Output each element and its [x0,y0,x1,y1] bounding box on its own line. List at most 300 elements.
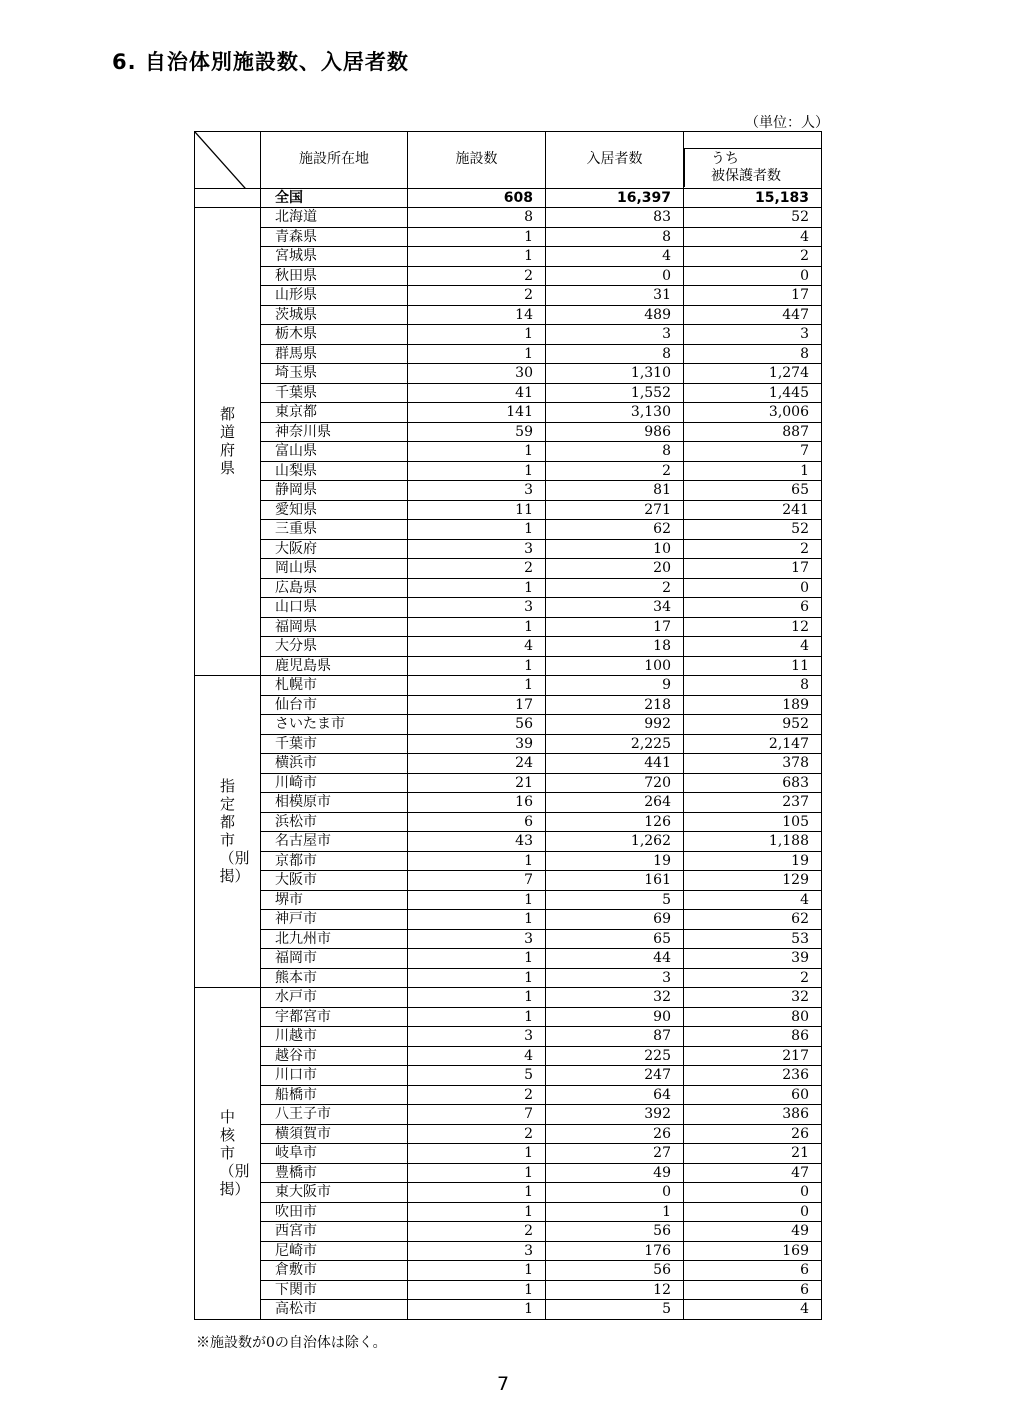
row-facilities: 1 [408,344,546,364]
row-welfare: 0 [684,266,822,286]
row-residents: 4 [546,247,684,267]
row-welfare: 2 [684,968,822,988]
table-row [195,1105,822,1125]
total-facilities: 608 [408,189,546,208]
row-welfare: 129 [684,871,822,891]
row-name: 群馬県 [261,344,408,364]
table-row [195,598,822,618]
table-row [195,1007,822,1027]
row-name: 名古屋市 [261,832,408,852]
row-facilities: 1 [408,520,546,540]
row-residents: 0 [546,266,684,286]
row-name: 相模原市 [261,793,408,813]
total-welfare: 15,183 [684,189,822,208]
row-name: 下関市 [261,1280,408,1300]
row-residents: 392 [546,1105,684,1125]
row-residents: 218 [546,695,684,715]
row-welfare: 105 [684,812,822,832]
row-welfare: 8 [684,676,822,696]
table-row [195,1027,822,1047]
table-row [195,871,822,891]
row-residents: 18 [546,637,684,657]
row-residents: 20 [546,559,684,579]
row-name: 仙台市 [261,695,408,715]
row-residents: 31 [546,286,684,306]
row-facilities: 39 [408,734,546,754]
table-row [195,832,822,852]
row-residents: 5 [546,1300,684,1320]
header-welfare-line: うち [711,151,739,167]
row-welfare: 32 [684,988,822,1008]
facility-table [194,131,822,1320]
header-residents: 入居者数 [546,132,684,189]
row-residents: 8 [546,227,684,247]
table-row [195,559,822,579]
row-residents: 1,310 [546,364,684,384]
diagonal-line [195,132,261,189]
row-facilities: 1 [408,1280,546,1300]
total-name: 全国 [261,189,408,208]
row-name: 東京都 [261,403,408,423]
table-row [195,1066,822,1086]
row-name: 青森県 [261,227,408,247]
row-name: 横須賀市 [261,1124,408,1144]
table-row [195,500,822,520]
row-residents: 2 [546,578,684,598]
table-row [195,344,822,364]
group-label-cell [195,988,261,1320]
row-welfare: 0 [684,1202,822,1222]
row-facilities: 1 [408,968,546,988]
row-facilities: 2 [408,266,546,286]
row-welfare: 65 [684,481,822,501]
row-residents: 3,130 [546,403,684,423]
table-row [195,617,822,637]
row-facilities: 2 [408,1085,546,1105]
row-welfare: 80 [684,1007,822,1027]
row-welfare: 8 [684,344,822,364]
table-row [195,1261,822,1281]
row-facilities: 3 [408,929,546,949]
table-row [195,1124,822,1144]
row-welfare: 86 [684,1027,822,1047]
header-welfare-text [711,151,821,185]
row-welfare: 236 [684,1066,822,1086]
row-facilities: 11 [408,500,546,520]
row-facilities: 2 [408,1124,546,1144]
row-name: 大阪府 [261,539,408,559]
row-residents: 10 [546,539,684,559]
row-residents: 225 [546,1046,684,1066]
table-row [195,266,822,286]
row-welfare: 0 [684,1183,822,1203]
row-facilities: 2 [408,559,546,579]
row-welfare: 683 [684,773,822,793]
row-name: 吹田市 [261,1202,408,1222]
row-residents: 19 [546,851,684,871]
header-welfare [684,148,821,187]
row-name: 川越市 [261,1027,408,1047]
row-name: 浜松市 [261,812,408,832]
table-row [195,929,822,949]
row-residents: 81 [546,481,684,501]
row-residents: 2,225 [546,734,684,754]
row-facilities: 1 [408,442,546,462]
total-residents: 16,397 [546,189,684,208]
table-body [195,208,822,1320]
row-name: 京都市 [261,851,408,871]
row-residents: 49 [546,1163,684,1183]
diagonal-corner-cell [195,132,261,189]
table-row [195,227,822,247]
table-row [195,578,822,598]
row-welfare: 447 [684,305,822,325]
row-residents: 1,262 [546,832,684,852]
table-row [195,461,822,481]
row-facilities: 1 [408,1144,546,1164]
table-row [195,637,822,657]
page-number: 7 [497,1373,510,1395]
table-row [195,1046,822,1066]
row-residents: 5 [546,890,684,910]
row-name: 山梨県 [261,461,408,481]
group-label-cell [195,208,261,676]
row-welfare: 237 [684,793,822,813]
table-row [195,1144,822,1164]
table-row [195,539,822,559]
row-name: 岐阜市 [261,1144,408,1164]
row-residents: 27 [546,1144,684,1164]
row-name: 越谷市 [261,1046,408,1066]
row-welfare: 6 [684,1280,822,1300]
row-facilities: 1 [408,247,546,267]
table-row [195,851,822,871]
row-residents: 271 [546,500,684,520]
row-residents: 8 [546,344,684,364]
table-row [195,1300,822,1320]
table-row [195,305,822,325]
row-facilities: 1 [408,1261,546,1281]
row-name: 福岡市 [261,949,408,969]
row-welfare: 2 [684,247,822,267]
table-row [195,403,822,423]
row-residents: 264 [546,793,684,813]
row-residents: 26 [546,1124,684,1144]
footnote: ※施設数が0の自治体は除く。 [196,1335,387,1351]
row-facilities: 41 [408,383,546,403]
page-title: 6. 自治体別施設数、入居者数 [112,50,409,74]
row-residents: 65 [546,929,684,949]
row-facilities: 59 [408,422,546,442]
row-residents: 489 [546,305,684,325]
table-row [195,812,822,832]
row-name: 岡山県 [261,559,408,579]
row-residents: 56 [546,1222,684,1242]
row-welfare: 0 [684,578,822,598]
row-welfare: 2 [684,539,822,559]
row-name: 福岡県 [261,617,408,637]
header-location: 施設所在地 [261,132,408,189]
table-row [195,656,822,676]
row-residents: 247 [546,1066,684,1086]
row-name: 富山県 [261,442,408,462]
row-residents: 90 [546,1007,684,1027]
row-name: 宇都宮市 [261,1007,408,1027]
row-facilities: 1 [408,1202,546,1222]
row-residents: 441 [546,754,684,774]
row-name: 神奈川県 [261,422,408,442]
row-welfare: 53 [684,929,822,949]
header-welfare-line: 被保護者数 [711,168,781,184]
row-facilities: 3 [408,481,546,501]
row-name: 熊本市 [261,968,408,988]
table-row [195,988,822,1008]
row-name: 札幌市 [261,676,408,696]
row-facilities: 56 [408,715,546,735]
row-name: 栃木県 [261,325,408,345]
row-residents: 32 [546,988,684,1008]
row-facilities: 3 [408,598,546,618]
row-welfare: 49 [684,1222,822,1242]
row-name: 大分県 [261,637,408,657]
row-facilities: 17 [408,695,546,715]
table-row [195,773,822,793]
row-welfare: 39 [684,949,822,969]
row-facilities: 8 [408,208,546,228]
row-welfare: 6 [684,598,822,618]
row-name: 千葉県 [261,383,408,403]
row-residents: 176 [546,1241,684,1261]
group-label: 中核市（別掲） [219,1107,250,1198]
table-row [195,949,822,969]
row-residents: 17 [546,617,684,637]
row-name: 倉敷市 [261,1261,408,1281]
row-residents: 100 [546,656,684,676]
table-row [195,364,822,384]
row-name: 鹿児島県 [261,656,408,676]
row-facilities: 1 [408,890,546,910]
row-residents: 3 [546,968,684,988]
table-row [195,715,822,735]
row-name: 三重県 [261,520,408,540]
row-residents: 64 [546,1085,684,1105]
row-welfare: 19 [684,851,822,871]
row-welfare: 17 [684,559,822,579]
row-welfare: 62 [684,910,822,930]
row-facilities: 1 [408,461,546,481]
table-row [195,1163,822,1183]
row-name: 北海道 [261,208,408,228]
row-name: 川口市 [261,1066,408,1086]
table-row [195,910,822,930]
row-facilities: 7 [408,871,546,891]
row-residents: 3 [546,325,684,345]
row-welfare: 47 [684,1163,822,1183]
table-row [195,1202,822,1222]
row-welfare: 952 [684,715,822,735]
row-name: 水戸市 [261,988,408,1008]
row-name: 豊橋市 [261,1163,408,1183]
row-residents: 2 [546,461,684,481]
table-row [195,325,822,345]
row-facilities: 1 [408,227,546,247]
row-welfare: 4 [684,1300,822,1320]
table-row [195,890,822,910]
table-row [195,734,822,754]
table-row [195,1183,822,1203]
row-name: さいたま市 [261,715,408,735]
row-name: 埼玉県 [261,364,408,384]
total-row [195,189,822,208]
row-facilities: 30 [408,364,546,384]
table-row [195,481,822,501]
table-row [195,695,822,715]
row-welfare: 169 [684,1241,822,1261]
row-welfare: 1 [684,461,822,481]
table-row [195,422,822,442]
row-residents: 69 [546,910,684,930]
row-welfare: 6 [684,1261,822,1281]
row-welfare: 7 [684,442,822,462]
group-label: 指定都市（別掲） [219,777,250,885]
row-name: 宮城県 [261,247,408,267]
table-row [195,208,822,228]
row-facilities: 2 [408,286,546,306]
row-facilities: 1 [408,1183,546,1203]
row-welfare: 1,188 [684,832,822,852]
row-facilities: 1 [408,910,546,930]
row-facilities: 14 [408,305,546,325]
row-residents: 9 [546,676,684,696]
row-residents: 44 [546,949,684,969]
row-facilities: 5 [408,1066,546,1086]
group-label-cell [195,676,261,988]
row-residents: 161 [546,871,684,891]
row-facilities: 43 [408,832,546,852]
row-welfare: 52 [684,520,822,540]
row-welfare: 386 [684,1105,822,1125]
row-name: 東大阪市 [261,1183,408,1203]
row-welfare: 4 [684,890,822,910]
table-row [195,1222,822,1242]
row-facilities: 21 [408,773,546,793]
row-residents: 986 [546,422,684,442]
row-facilities: 1 [408,1007,546,1027]
row-name: 北九州市 [261,929,408,949]
row-facilities: 1 [408,656,546,676]
row-facilities: 141 [408,403,546,423]
row-residents: 1,552 [546,383,684,403]
row-residents: 87 [546,1027,684,1047]
row-name: 山形県 [261,286,408,306]
row-residents: 0 [546,1183,684,1203]
row-residents: 62 [546,520,684,540]
row-facilities: 4 [408,1046,546,1066]
row-welfare: 378 [684,754,822,774]
row-residents: 992 [546,715,684,735]
table-row [195,754,822,774]
group-label: 都道府県 [219,405,235,477]
row-facilities: 2 [408,1222,546,1242]
row-facilities: 1 [408,1163,546,1183]
table-row [195,968,822,988]
table-row [195,676,822,696]
row-residents: 8 [546,442,684,462]
row-name: 西宮市 [261,1222,408,1242]
table-row [195,383,822,403]
row-welfare: 21 [684,1144,822,1164]
row-facilities: 1 [408,851,546,871]
table-row [195,442,822,462]
table-row [195,286,822,306]
row-welfare: 3,006 [684,403,822,423]
row-name: 川崎市 [261,773,408,793]
row-facilities: 6 [408,812,546,832]
table-row [195,1241,822,1261]
row-welfare: 1,274 [684,364,822,384]
row-name: 堺市 [261,890,408,910]
row-name: 尼崎市 [261,1241,408,1261]
row-name: 神戸市 [261,910,408,930]
row-facilities: 24 [408,754,546,774]
row-name: 船橋市 [261,1085,408,1105]
row-welfare: 11 [684,656,822,676]
row-facilities: 1 [408,325,546,345]
row-welfare: 4 [684,637,822,657]
row-facilities: 4 [408,637,546,657]
row-name: 八王子市 [261,1105,408,1125]
table-row [195,247,822,267]
row-facilities: 3 [408,539,546,559]
row-welfare: 1,445 [684,383,822,403]
row-welfare: 217 [684,1046,822,1066]
row-name: 大阪市 [261,871,408,891]
table-row [195,1280,822,1300]
row-residents: 720 [546,773,684,793]
unit-label: （単位：人） [745,115,829,131]
row-facilities: 1 [408,949,546,969]
row-facilities: 16 [408,793,546,813]
row-residents: 56 [546,1261,684,1281]
row-facilities: 7 [408,1105,546,1125]
row-welfare: 3 [684,325,822,345]
row-welfare: 887 [684,422,822,442]
row-facilities: 1 [408,617,546,637]
row-residents: 34 [546,598,684,618]
row-residents: 83 [546,208,684,228]
row-facilities: 3 [408,1241,546,1261]
row-residents: 126 [546,812,684,832]
header-welfare-cell [684,132,822,189]
table-row [195,793,822,813]
row-name: 愛知県 [261,500,408,520]
row-name: 茨城県 [261,305,408,325]
row-name: 横浜市 [261,754,408,774]
row-welfare: 17 [684,286,822,306]
row-welfare: 241 [684,500,822,520]
row-welfare: 189 [684,695,822,715]
table-row [195,520,822,540]
row-facilities: 1 [408,1300,546,1320]
row-welfare: 12 [684,617,822,637]
header-facilities: 施設数 [408,132,546,189]
row-welfare: 60 [684,1085,822,1105]
row-name: 秋田県 [261,266,408,286]
row-welfare: 4 [684,227,822,247]
row-name: 山口県 [261,598,408,618]
row-welfare: 26 [684,1124,822,1144]
row-facilities: 1 [408,578,546,598]
